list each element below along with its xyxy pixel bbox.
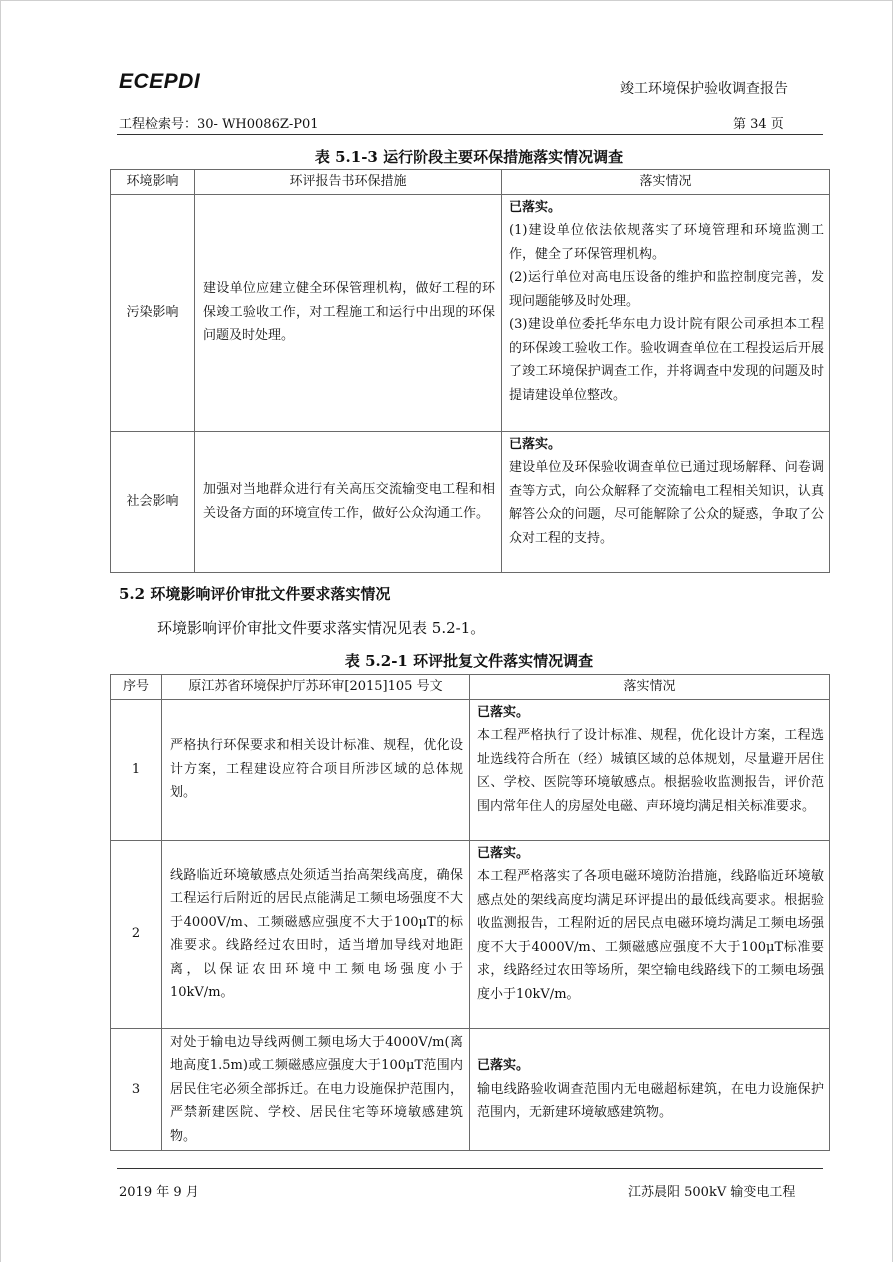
result-detail: 本工程严格执行了设计标准、规程，优化设计方案，工程选址选线符合所在（经）城镇区域的总体规划，尽量避开居住区、学校、医院等环境敏感点。根据验收监测报告，评价范围内常年住人的房屋处电磁、声环境均满足相关标准要求。 — [477, 728, 824, 814]
table-row — [111, 431, 830, 572]
footer-project: 江苏晨阳 500kV 输变电工程 — [628, 1185, 796, 1200]
footer-date: 2019 年 9 月 — [119, 1185, 199, 1200]
column-header: 原江苏省环境保护厅苏环审[2015]105 号文 — [162, 675, 470, 700]
result-detail: 输电线路验收调查范围内无电磁超标建筑，在电力设施保护范围内，无新建环境敏感建筑物。 — [477, 1081, 824, 1120]
impact-cell: 污染影响 — [111, 194, 195, 431]
column-header: 序号 — [111, 675, 162, 700]
result-cell — [470, 840, 830, 1028]
status-label: 已落实。 — [477, 845, 530, 861]
index-number: 工程检索号：30- WH0086Z-P01 — [119, 117, 319, 132]
page-border — [0, 0, 893, 1]
result-detail: 本工程严格落实了各项电磁环境防治措施，线路临近环境敏感点处的架线高度均满足环评提出的最低线高要求。根据验收监测报告，工程附近的居民点电磁环境均满足工频电场强度不大于4000V/m、工频磁感应强度不大于100μT标准要求，线路经过农田等场所，架空输电线路线下的工频电场强度小于10kV/m。 — [477, 869, 824, 1002]
table-header-row — [111, 170, 830, 195]
result-detail: (1)建设单位依法依规落实了环境管理和环境监测工作，健全了环保管理机构。 (2)运行单位对高电压设备的维护和监控制度完善，发现问题能够及时处理。 (3)建设单位委托华东电力设计院有限公司承担本工程的环保竣工验收工作。验收调查单位在工程投运后开展了竣工环境保护调查工作，并将调查中发现的问题及时提请建设单位整改。 — [509, 223, 824, 403]
requirement-cell: 严格执行环保要求和相关设计标准、规程，优化设计方案，工程建设应符合项目所涉区域的总体规划。 — [162, 699, 470, 840]
column-header: 落实情况 — [470, 675, 830, 700]
table-row — [111, 1028, 830, 1151]
impact-cell: 社会影响 — [111, 431, 195, 572]
section-paragraph: 环境影响评价审批文件要求落实情况见表 5.2-1。 — [157, 619, 486, 637]
row-number: 3 — [111, 1028, 162, 1151]
status-label: 已落实。 — [509, 436, 562, 452]
table-caption: 表 5.1-3 运行阶段主要环保措施落实情况调查 — [314, 148, 624, 166]
row-number: 1 — [111, 699, 162, 840]
header-rule — [117, 134, 823, 135]
status-label: 已落实。 — [477, 704, 530, 720]
table-caption: 表 5.2-1 环评批复文件落实情况调查 — [344, 652, 594, 670]
table-header-row — [111, 675, 830, 700]
column-header: 环评报告书环保措施 — [195, 170, 502, 195]
page-number: 第 34 页 — [733, 117, 784, 132]
status-label: 已落实。 — [509, 199, 562, 215]
requirement-cell: 对处于输电边导线两侧工频电场大于4000V/m(离地高度1.5m)或工频磁感应强度大于100μT范围内居民住宅必须全部拆迁。在电力设施保护范围内，严禁新建医院、学校、居民住宅等环境敏感建筑物。 — [162, 1028, 470, 1151]
result-cell — [502, 194, 830, 431]
measure-cell: 加强对当地群众进行有关高压交流输变电工程和相关设备方面的环境宣传工作，做好公众沟通工作。 — [195, 431, 502, 572]
section-heading: 5.2 环境影响评价审批文件要求落实情况 — [119, 585, 391, 603]
report-title: 竣工环境保护验收调查报告 — [620, 81, 788, 97]
footer-rule — [117, 1168, 823, 1169]
table-row — [111, 194, 830, 431]
column-header: 落实情况 — [502, 170, 830, 195]
measure-cell: 建设单位应建立健全环保管理机构，做好工程的环保竣工验收工作，对工程施工和运行中出现的环保问题及时处理。 — [195, 194, 502, 431]
result-detail: 建设单位及环保验收调查单位已通过现场解释、问卷调查等方式，向公众解释了交流输电工程相关知识，认真解答公众的问题，尽可能解除了公众的疑惑，争取了公众对工程的支持。 — [509, 460, 824, 546]
company-logo: ECEPDI — [119, 70, 201, 93]
requirement-cell: 线路临近环境敏感点处须适当抬高架线高度，确保工程运行后附近的居民点能满足工频电场强度不大于4000V/m、工频磁感应强度不大于100μT的标准要求。线路经过农田时，适当增加导线对地距离，以保证农田环境中工频电场强度小于10kV/m。 — [162, 840, 470, 1028]
status-label: 已落实。 — [477, 1058, 530, 1073]
result-cell — [470, 1028, 830, 1151]
table-row — [111, 840, 830, 1028]
column-header: 环境影响 — [111, 170, 195, 195]
page-border — [0, 0, 1, 1262]
measures-table — [110, 169, 830, 573]
row-number: 2 — [111, 840, 162, 1028]
approval-table — [110, 674, 830, 1151]
table-row — [111, 699, 830, 840]
result-cell — [470, 699, 830, 840]
result-cell — [502, 431, 830, 572]
